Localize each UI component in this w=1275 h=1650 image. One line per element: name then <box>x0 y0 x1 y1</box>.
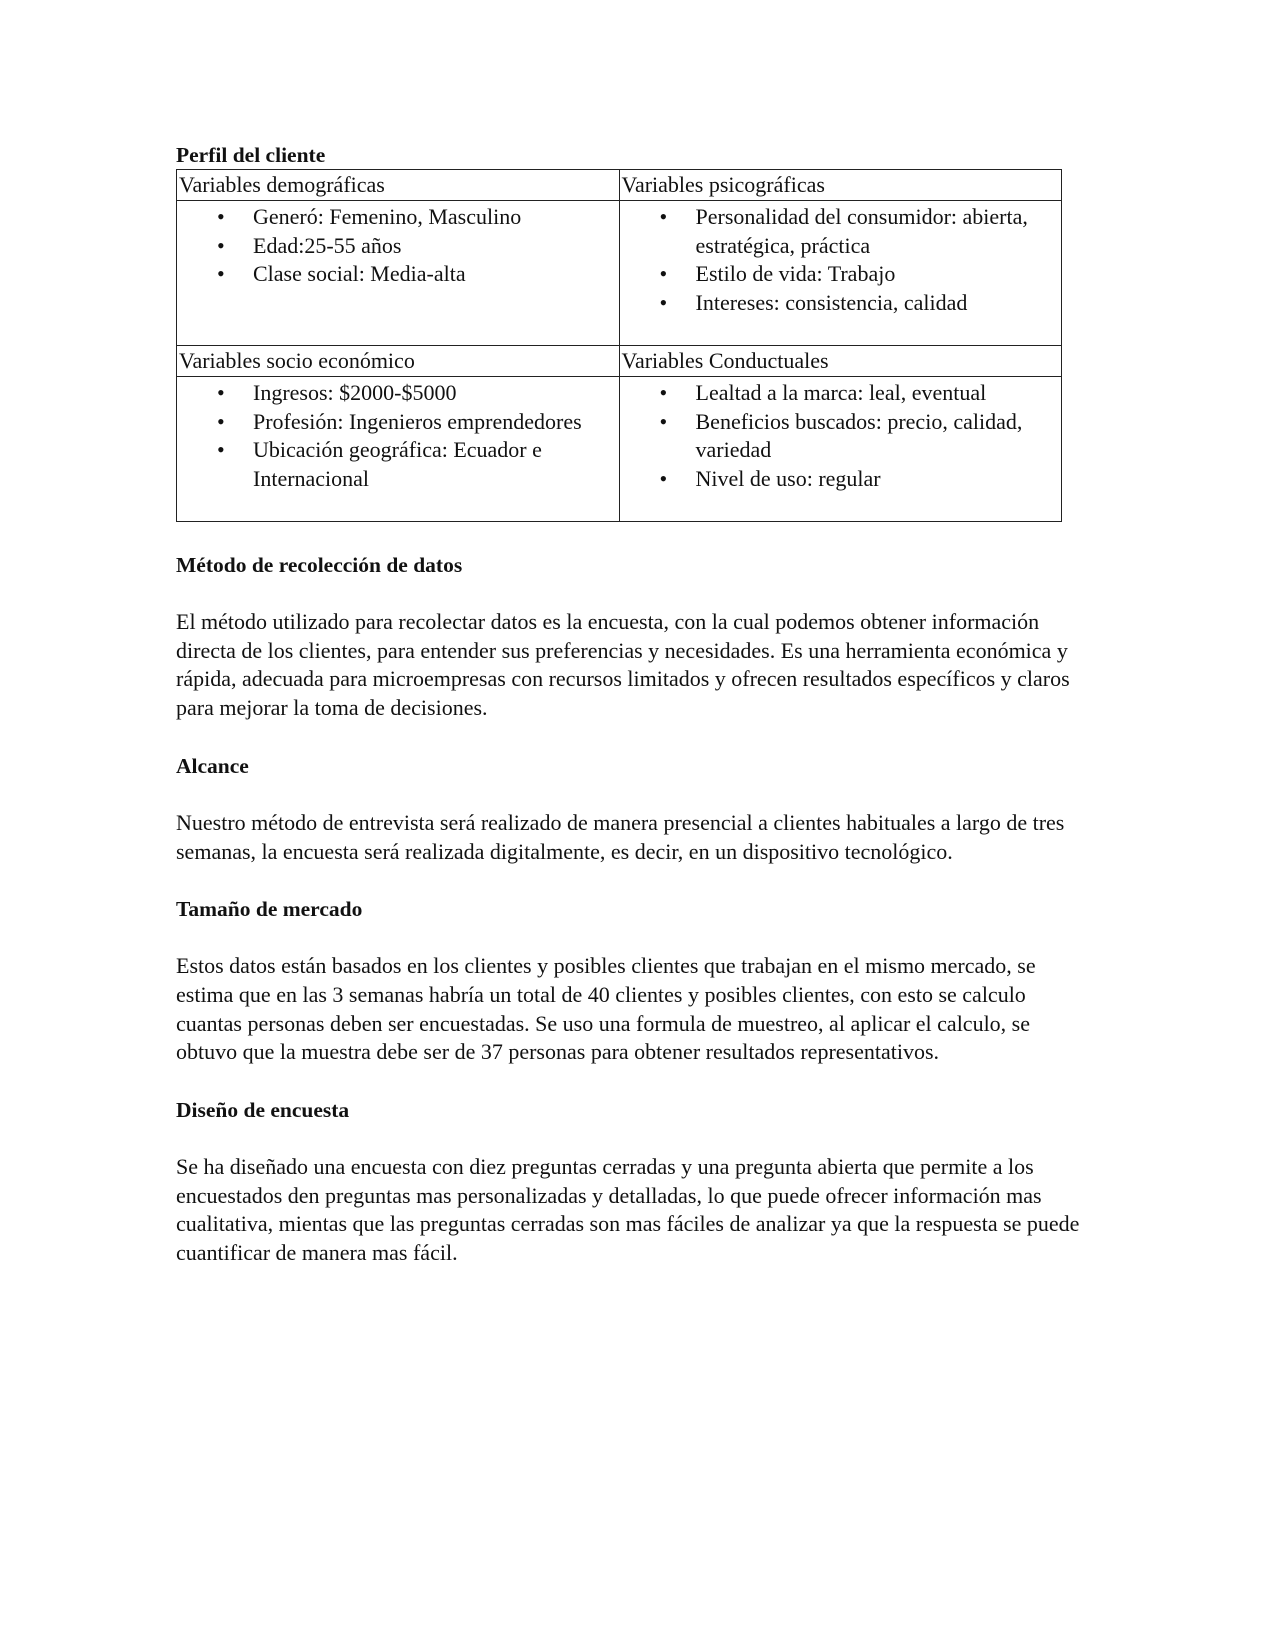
section-body: Nuestro método de entrevista será realizado de manera presencial a clientes habituales a largo de tres semanas, la encuesta será realizada digitalmente, es decir, en un dispositivo tecnológico. <box>176 809 1065 864</box>
profile-title: Perfil del cliente <box>176 143 326 167</box>
socioeconomico-list <box>179 379 617 493</box>
conductuales-list <box>622 379 1060 493</box>
section-body: El método utilizado para recolectar datos es la encuesta, con la cual podemos obtener información directa de los clientes, para entender sus preferencias y necesidades. Es una herramienta económica y rápida, adecuada para microempresas con recursos limitados y ofrecen resultados específicos y claros para mejorar la toma de decisiones. <box>176 609 1070 721</box>
section-diseno-encuesta <box>176 1097 1091 1268</box>
section-heading: Diseño de encuesta <box>176 1098 350 1123</box>
section-alcance <box>176 753 1091 866</box>
list-item: • Generó: Femenino, Masculino <box>253 203 613 232</box>
list-item: • Nivel de uso: regular <box>696 465 1056 494</box>
list-item: • Lealtad a la marca: leal, eventual <box>696 379 1056 408</box>
psicograficas-header: Variables psicográficas <box>619 170 1062 201</box>
table-row <box>177 170 1062 201</box>
demograficas-header: Variables demográficas <box>177 170 620 201</box>
socioeconomico-header: Variables socio económico <box>177 346 620 377</box>
list-item: • Profesión: Ingenieros emprendedores <box>253 408 613 437</box>
section-tamano-mercado <box>176 896 1091 1067</box>
section-metodo <box>176 552 1091 723</box>
list-item: • Ubicación geográfica: Ecuador e Internacional <box>253 436 613 493</box>
section-heading: Método de recolección de datos <box>176 553 463 577</box>
demograficas-list <box>179 203 617 289</box>
list-item: • Beneficios buscados: precio, calidad, variedad <box>696 408 1056 465</box>
section-body: Estos datos están basados en los clientes y posibles clientes que trabajan en el mismo mercado, se estima que en las 3 semanas habría un total de 40 clientes y posibles clientes, con esto se calculo cuantas personas deben ser encuestadas. Se uso una formula de muestreo, al aplicar el calculo, se obtuvo que la muestra debe ser de 37 personas para obtener resultados representativos. <box>176 953 1036 1065</box>
list-item: • Personalidad del consumidor: abierta, estratégica, práctica <box>696 203 1056 260</box>
conductuales-header: Variables Conductuales <box>619 346 1062 377</box>
conductuales-cell <box>619 377 1062 522</box>
table-row <box>177 377 1062 522</box>
table-row <box>177 201 1062 346</box>
list-item: • Clase social: Media-alta <box>253 260 613 289</box>
socioeconomico-cell <box>177 377 620 522</box>
document-page <box>176 142 1091 1268</box>
section-heading: Tamaño de mercado <box>176 897 363 922</box>
section-heading: Alcance <box>176 753 249 778</box>
demograficas-cell <box>177 201 620 346</box>
list-item: • Intereses: consistencia, calidad <box>696 289 1056 318</box>
section-body: Se ha diseñado una encuesta con diez preguntas cerradas y una pregunta abierta que permite a los encuestados den preguntas mas personalizadas y detalladas, lo que puede ofrecer información mas cualitativa, mientas que las preguntas cerradas son mas fáciles de analizar ya que la respuesta se puede cuantificar de manera mas fácil. <box>176 1154 1080 1266</box>
list-item: • Estilo de vida: Trabajo <box>696 260 1056 289</box>
list-item: • Ingresos: $2000-$5000 <box>253 379 613 408</box>
psicograficas-cell <box>619 201 1062 346</box>
customer-profile-table <box>176 169 1062 522</box>
psicograficas-list <box>622 203 1060 317</box>
list-item: • Edad:25-55 años <box>253 232 613 261</box>
table-row <box>177 346 1062 377</box>
